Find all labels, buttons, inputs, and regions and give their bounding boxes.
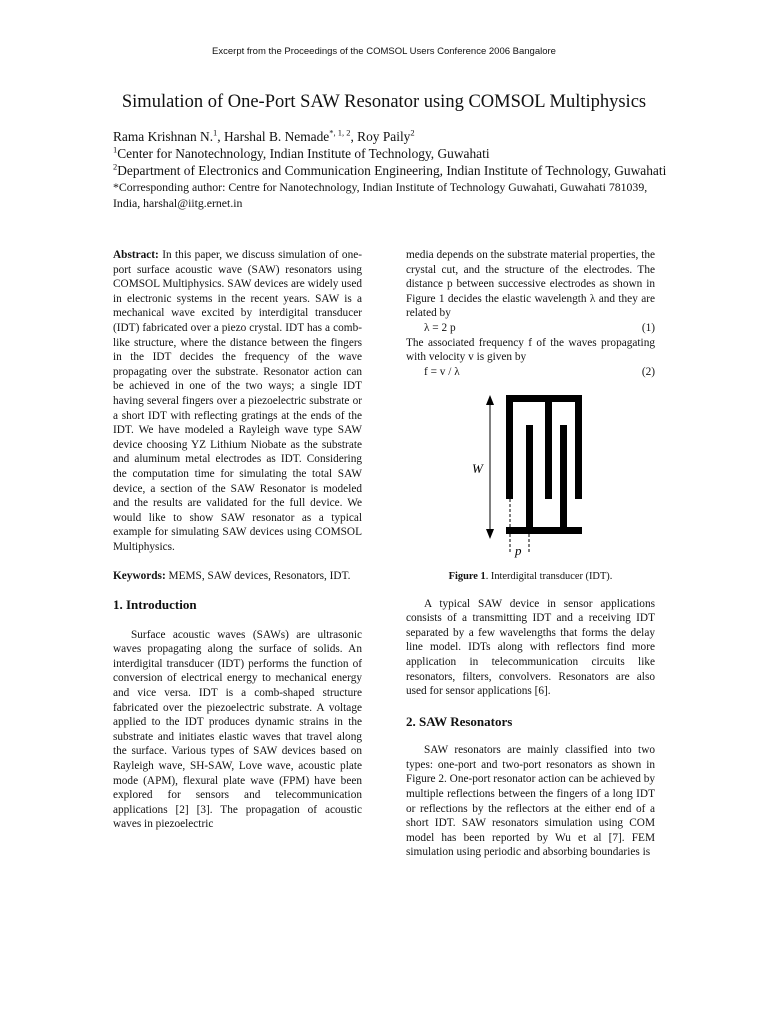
right-column — [406, 248, 655, 860]
equation-2 — [406, 365, 655, 380]
p-label: p — [515, 543, 522, 559]
paper-title: Simulation of One-Port SAW Resonator using COMSOL Multiphysics — [121, 92, 647, 112]
keywords-label: Keywords: — [113, 570, 166, 583]
bottom-finger — [560, 425, 567, 533]
bottom-bus-bar — [506, 527, 582, 534]
affiliation-superscript: 1 — [113, 144, 118, 155]
figure-caption-text: . Interdigital transducer (IDT). — [485, 570, 613, 582]
corresponding-author: *Corresponding author: Centre for Nanotechnology, Indian Institute of Technology Guwahati, Guwahati 781039, India, harshal@iitg.ernet.in — [113, 180, 648, 210]
affiliation-text: Center for Nanotechnology, Indian Institute of Technology, Guwahati — [117, 146, 490, 161]
left-column — [113, 248, 362, 832]
intro-paragraph: Surface acoustic waves (SAWs) are ultrasonic waves propagating along the surface of solids. An interdigital transducer (IDT) performs the function of conversion of electrical energy to mechanical energy and vice versa. IDT is a comb-shaped structure fabricated over the piezoelectric substrate. A voltage applied to the IDT produces dynamic strains in the substrate and initiates elastic waves that travel along the surface. Various types of SAW devices based on Rayleigh wave, SH-SAW, Love wave, acoustic plate mode (APM), flexural plate wave (FPM) have been explored for sensors and telecommunication applications [2] [3]. The propagation of acoustic waves in piezoelectric — [113, 628, 362, 831]
top-finger — [506, 395, 513, 499]
body-paragraph: The associated frequency f of the waves propagating with velocity v is given by — [406, 336, 655, 364]
w-arrow-top — [486, 395, 494, 405]
w-label: W — [472, 461, 483, 477]
w-arrow-bottom — [486, 529, 494, 539]
author-list — [113, 128, 673, 145]
body-paragraph: A typical SAW device in sensor applications consists of a transmitting IDT and a receiving IDT separated by a few wavelengths that forms the delay line model. IDTs along with reflectors find more application in telecommunication circuits like resonators, filters, convolvers. Resonators are also used for sensor applications [6]. — [406, 597, 655, 698]
conference-header: Excerpt from the Proceedings of the COMSOL Users Conference 2006 Bangalore — [212, 46, 556, 57]
figure-caption — [406, 570, 655, 585]
equation-number: (2) — [641, 365, 655, 378]
author-name: , Roy Paily — [350, 129, 411, 144]
abstract-paragraph — [113, 248, 362, 554]
affiliation-2 — [113, 162, 673, 179]
affiliation-superscript: 2 — [113, 161, 118, 172]
keywords-text: MEMS, SAW devices, Resonators, IDT. — [168, 570, 351, 583]
author-name: Rama Krishnan N. — [113, 129, 214, 144]
affiliation-text: Department of Electronics and Communication Engineering, Indian Institute of Technology, Guwahati — [117, 163, 667, 178]
author-block — [113, 128, 673, 211]
body-paragraph: media depends on the substrate material properties, the crystal cut, and the structure of the electrodes. The distance p between successive electrodes as shown in Figure 1 decides the elastic wavelength λ and they are related by — [406, 249, 655, 320]
abstract-label: Abstract: — [113, 249, 159, 261]
figure-1 — [466, 393, 655, 570]
top-finger — [575, 395, 582, 499]
top-bus-bar — [506, 395, 582, 402]
equation-text: λ = 2 p — [424, 321, 456, 334]
author-superscript: 2 — [410, 127, 415, 138]
keywords-paragraph — [113, 569, 362, 584]
equation-text: f = v / λ — [424, 365, 460, 378]
author-superscript: *, 1, 2 — [329, 127, 351, 138]
equation-number: (1) — [641, 321, 655, 334]
equation-1 — [406, 321, 655, 336]
affiliation-1 — [113, 145, 673, 162]
figure-caption-label: Figure 1 — [448, 570, 486, 582]
section-heading: 2. SAW Resonators — [406, 713, 513, 729]
body-paragraph: SAW resonators are mainly classified into two types: one-port and two-port resonators as shown in Figure 2. One-port resonator action can be achieved by multiple reflections between the fingers of a long IDT or reflections by the reflectors at the either end of a short IDT. SAW resonators simulation using COM model has been reported by Wu et al [7]. FEM simulation using periodic and absorbing boundaries is — [406, 744, 655, 859]
top-finger — [545, 395, 552, 499]
bottom-finger — [526, 425, 533, 533]
section-heading: 1. Introduction — [113, 597, 197, 613]
author-name: , Harshal B. Nemade — [217, 129, 330, 144]
idt-diagram — [466, 393, 606, 565]
author-superscript: 1 — [213, 127, 218, 138]
abstract-text: In this paper, we discuss simulation of one-port surface acoustic wave (SAW) resonators using COMSOL Multiphysics. SAW devices are widely used in electronic systems in the recent years. SAW is a mechanical wave excited by interdigital transducer (IDT) fabricated over a piezo crystal. IDT has a comb-like structure, where the distance between the fingers in the IDT decides the frequency of the wave propagating over the substrate. Resonator action can be achieved in one of the two ways; a single IDT having several fingers over a piezoelectric substrate or a short IDT with reflecting gratings at the ends of the IDT. We have modeled a Rayleigh wave type SAW device choosing YZ Lithium Niobate as the substrate and aluminum metal electrodes as IDT. Considering the computation time for simulating the total SAW device, a section of the SAW Resonator is modeled and the results are validated for the full device. We would like to show SAW resonator as a typical example for simulating SAW devices using COMSOL Multiphysics. — [113, 249, 362, 553]
